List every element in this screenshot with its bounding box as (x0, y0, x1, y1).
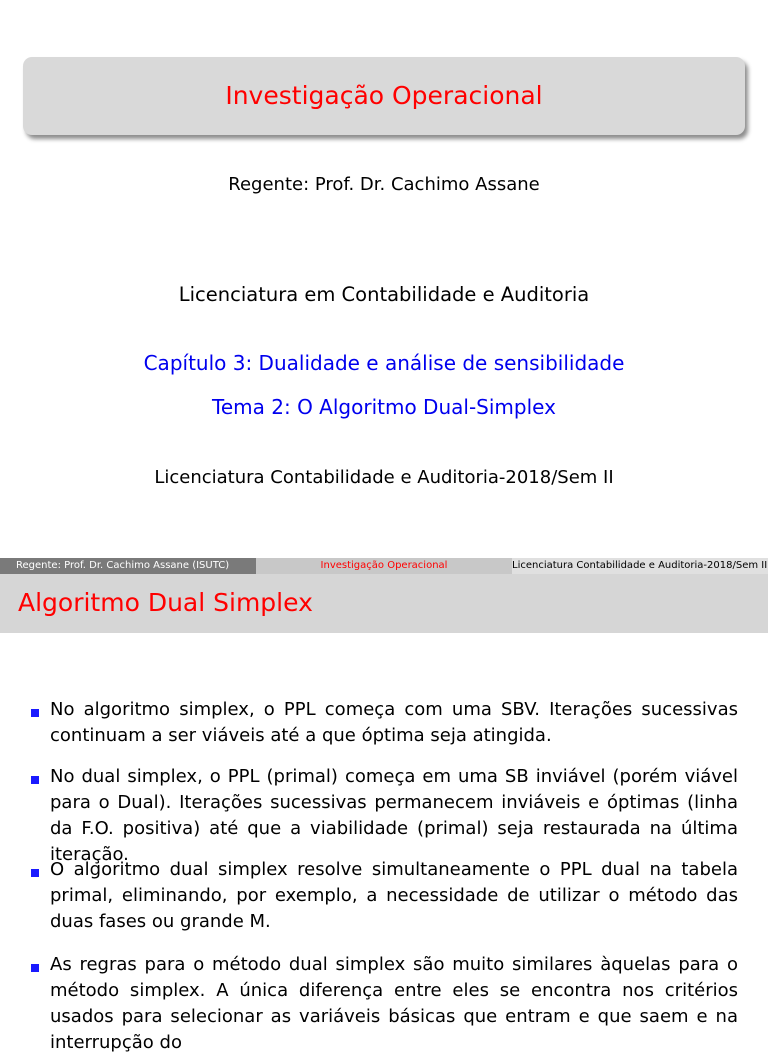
bullet-text: As regras para o método dual simplex são muito similares àquelas para o método simplex. A única diferença entre eles se encontra nos critérios usados para selecionar as variáveis básicas que entram e que saem e na interrupção do (50, 954, 738, 1053)
regente-line: Regente: Prof. Dr. Cachimo Assane (228, 174, 540, 195)
slide2-title: Algoritmo Dual Simplex (18, 588, 313, 617)
course-year-line: Licenciatura Contabilidade e Auditoria-2018/Sem II (154, 467, 614, 488)
bullet-text: O algoritmo dual simplex resolve simultaneamente o PPL dual na tabela primal, eliminando, por exemplo, a necessidade de utilizar o método das duas fases ou grande M. (50, 859, 738, 932)
footer-title: Investigação Operacional (256, 558, 512, 574)
bullet-square-icon (31, 776, 39, 784)
slide-footer (0, 558, 768, 574)
slide2-header (0, 574, 768, 633)
footer-course: Licenciatura Contabilidade e Auditoria-2018/Sem II (512, 558, 768, 574)
topic-title: Tema 2: O Algoritmo Dual-Simplex (212, 395, 556, 419)
bullet-square-icon (31, 964, 39, 972)
slide-title: Investigação Operacional (225, 81, 543, 110)
chapter-title: Capítulo 3: Dualidade e análise de sensibilidade (143, 351, 625, 375)
bullet-text: No algoritmo simplex, o PPL começa com uma SBV. Iterações sucessivas continuam a ser viáveis até a que óptima seja atingida. (50, 699, 738, 746)
footer-author: Regente: Prof. Dr. Cachimo Assane (ISUTC) (0, 558, 256, 574)
bullet-text: No dual simplex, o PPL (primal) começa em uma SB inviável (porém viável para o Dual). Iterações sucessivas permanecem inviáveis e óptimas (linha da F.O. positiva) até que a viabilidade (primal) seja restaurada na última iteração. (50, 766, 738, 865)
bullet-square-icon (31, 709, 39, 717)
bullet-square-icon (31, 869, 39, 877)
course-name: Licenciatura em Contabilidade e Auditoria (178, 283, 590, 306)
